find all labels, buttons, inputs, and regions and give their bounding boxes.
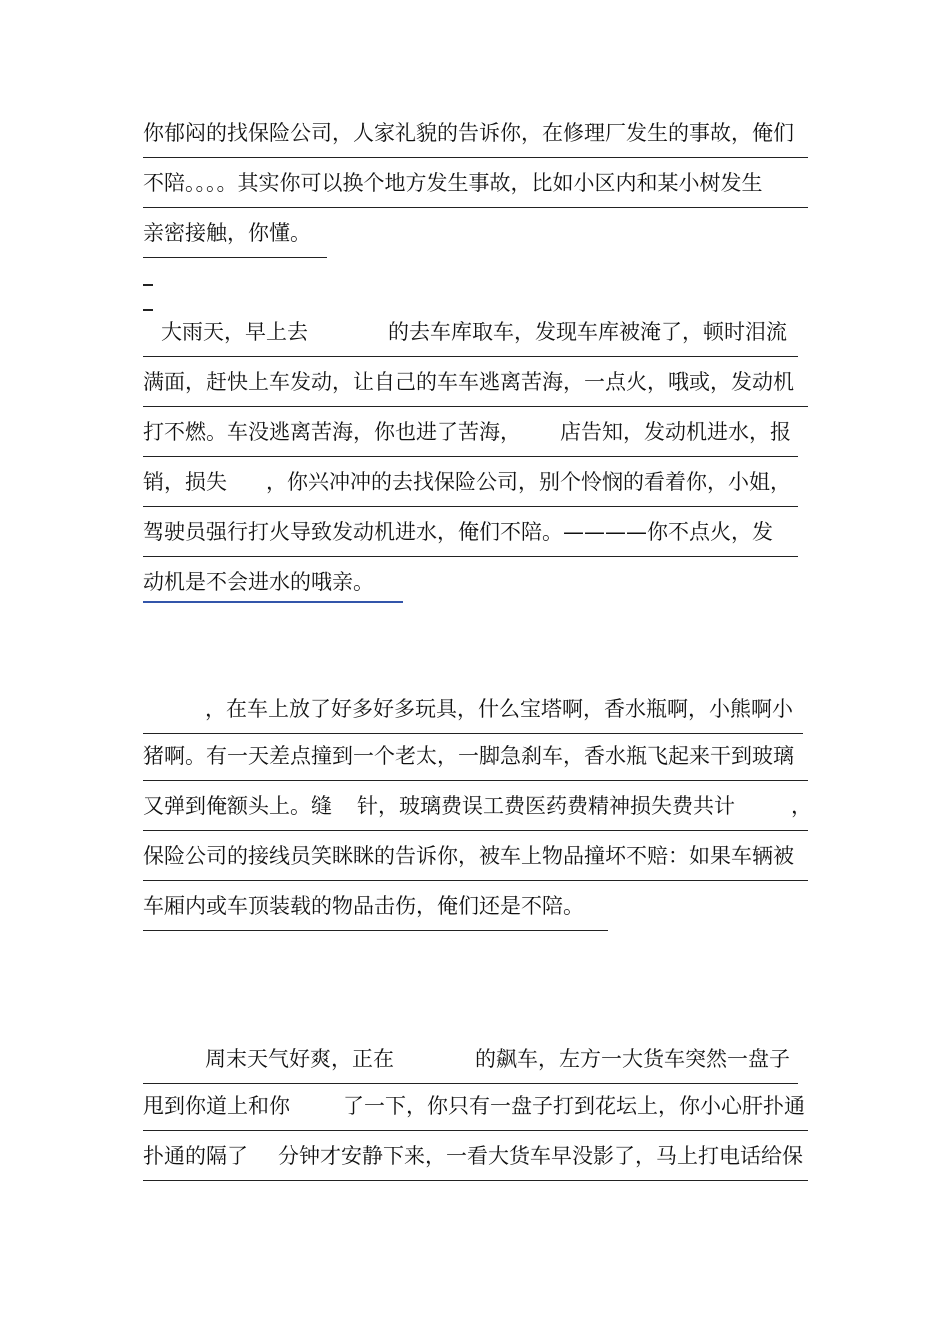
p1-line-2: 不陪。。。。其实你可以换个地方发生事故，比如小区内和某小树发生	[143, 158, 808, 208]
p4-line-2-a: 甩到你道上和你	[143, 1094, 290, 1118]
p2-line-4	[143, 457, 798, 507]
p1-line-1: 你郁闷的找保险公司，人家礼貌的告诉你，在修理厂发生的事故，俺们	[143, 108, 808, 158]
p4-line-1-a: 周末天气好爽，正在	[205, 1047, 394, 1071]
p4-line-3-b: 分钟才安静下来，一看大货车早没影了，马上打电话给保	[278, 1144, 803, 1168]
p2-line-6-underline	[143, 601, 403, 603]
p3-line-1	[143, 684, 803, 734]
p3-line-3-c: ，	[791, 794, 812, 818]
p4-line-2	[143, 1081, 808, 1131]
empty-line-marker	[143, 284, 153, 286]
p2-line-3-a: 打不燃。车没逃离苦海，你也进了苦海，	[143, 420, 521, 444]
p3-line-1-text: ，在车上放了好多好多玩具，什么宝塔啊，香水瓶啊，小熊啊小	[205, 697, 793, 721]
p3-line-4: 保险公司的接线员笑眯眯的告诉你，被车上物品撞坏不赔：如果车辆被	[143, 831, 808, 881]
p2-line-4-a: 销，损失	[143, 470, 227, 494]
p3-line-5: 车厢内或车顶装载的物品击伤，俺们还是不陪。	[143, 881, 608, 931]
p2-line-6: 动机是不会进水的哦亲。	[143, 570, 374, 594]
p4-line-1-b: 的飙车，左方一大货车突然一盘子	[475, 1047, 790, 1071]
p2-line-2: 满面，赶快上车发动，让自己的车车逃离苦海，一点火，哦或，发动机	[143, 357, 808, 407]
p3-line-2: 猪啊。有一天差点撞到一个老太，一脚急刹车，香水瓶飞起来干到玻璃	[143, 731, 808, 781]
p2-line-3-b: 店告知，发动机进水，报	[560, 420, 791, 444]
p2-line-4-b: ，你兴冲冲的去找保险公司，别个怜悯的看着你，小姐，	[266, 470, 791, 494]
p4-line-1	[143, 1034, 798, 1084]
p4-line-3-a: 扑通的隔了	[143, 1144, 248, 1168]
p2-line-1-a: 大雨天，早上去	[161, 320, 308, 344]
p4-line-2-b: 了一下，你只有一盘子打到花坛上，你小心肝扑通	[343, 1094, 805, 1118]
p4-line-3	[143, 1131, 808, 1181]
p2-line-3	[143, 407, 798, 457]
p3-line-3	[143, 781, 812, 831]
p2-line-1-b: 的去车库取车，发现车库被淹了，顿时泪流	[388, 320, 787, 344]
p2-line-1	[143, 307, 798, 357]
p3-line-3-a: 又弹到俺额头上。缝	[143, 794, 332, 818]
p2-line-5: 驾驶员强行打火导致发动机进水，俺们不陪。————你不点火，发	[143, 507, 798, 557]
p1-line-3: 亲密接触，你懂。	[143, 208, 327, 258]
p3-line-3-b: 针，玻璃费误工费医药费精神损失费共计	[357, 794, 735, 818]
